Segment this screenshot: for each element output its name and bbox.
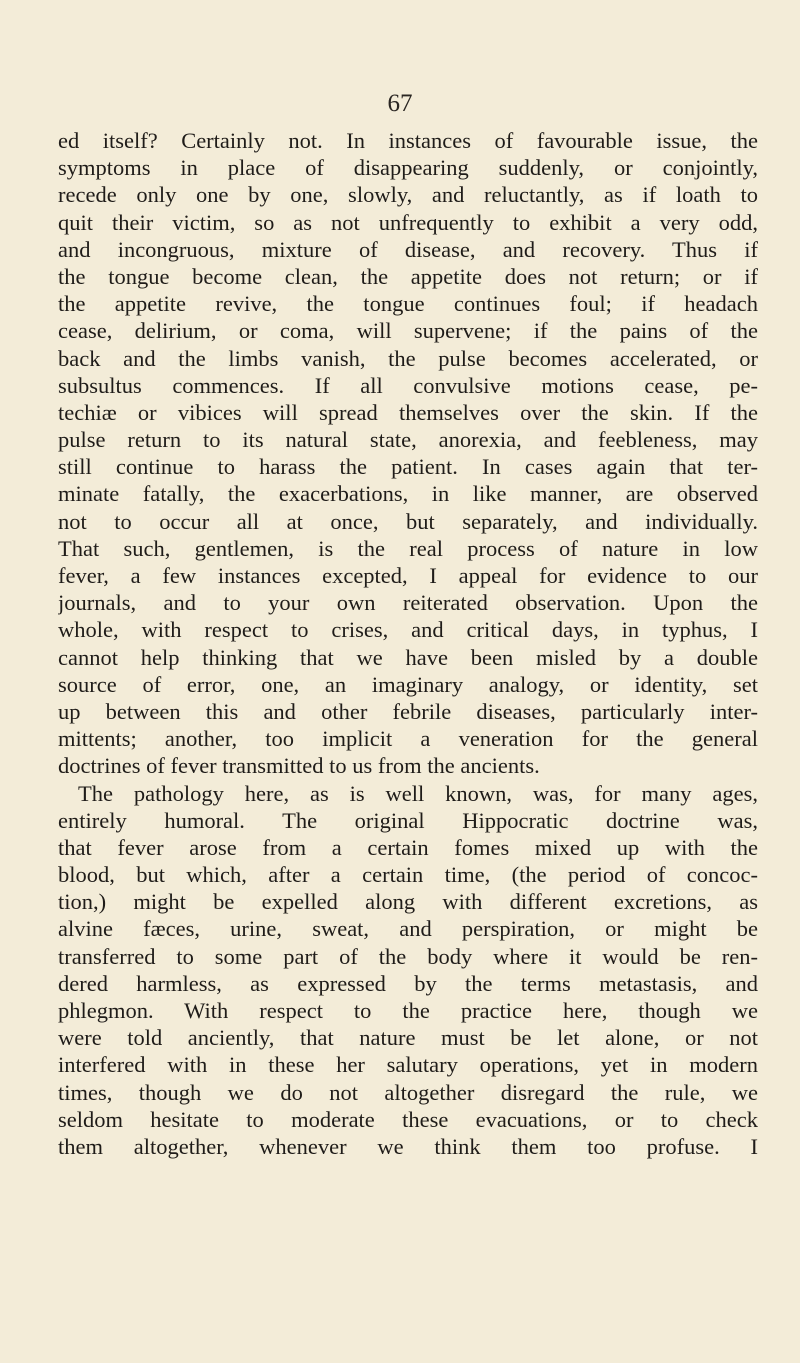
text-line: recede only one by one, slowly, and reluctantly, as if loath to: [58, 182, 758, 208]
text-line: tion,) might be expelled along with different excretions, as: [58, 889, 758, 915]
text-line: mittents; another, too implicit a veneration for the general: [58, 726, 758, 752]
text-line: quit their victim, so as not unfrequently to exhibit a very odd,: [58, 209, 758, 235]
text-line: phlegmon. With respect to the practice here, though we: [58, 998, 758, 1023]
text-line: ed itself? Certainly not. In instances of favourable issue, the: [58, 128, 758, 153]
text-line: still continue to harass the patient. In cases again that ter-: [58, 454, 758, 480]
text-line: back and the limbs vanish, the pulse becomes accelerated, or: [58, 345, 758, 371]
text-line: The pathology here, as is well known, was, for many ages,: [78, 780, 758, 806]
text-line: entirely humoral. The original Hippocratic doctrine was,: [58, 807, 758, 833]
text-line: were told anciently, that nature must be let alone, or not: [58, 1025, 758, 1051]
text-line: interfered with in these her salutary operations, yet in modern: [58, 1052, 758, 1078]
text-line: cannot help thinking that we have been misled by a double: [58, 644, 758, 670]
text-line: fever, a few instances excepted, I appeal for evidence to our: [58, 563, 758, 588]
text-line: pulse return to its natural state, anorexia, and feebleness, may: [58, 427, 758, 453]
text-line: times, though we do not altogether disregard the rule, we: [58, 1079, 758, 1105]
text-line: blood, but which, after a certain time, (the period of concoc-: [58, 862, 758, 888]
page-number: 67: [387, 90, 413, 117]
text-line: cease, delirium, or coma, will supervene; if the pains of the: [58, 318, 758, 344]
body-text: [58, 127, 758, 1160]
text-line: minate fatally, the exacerbations, in like manner, are observed: [58, 481, 758, 507]
text-line: source of error, one, an imaginary analogy, or identity, set: [58, 671, 758, 697]
text-line: that fever arose from a certain fomes mixed up with the: [58, 834, 758, 860]
text-line: subsultus commences. If all convulsive motions cease, pe-: [58, 372, 758, 398]
text-line: symptoms in place of disappearing suddenly, or conjointly,: [58, 155, 758, 181]
text-line: dered harmless, as expressed by the terms metastasis, and: [58, 970, 758, 996]
text-line: doctrines of fever transmitted to us from the ancients.: [58, 753, 540, 779]
text-line: That such, gentlemen, is the real process of nature in low: [58, 535, 758, 561]
text-line: transferred to some part of the body where it would be ren-: [58, 943, 758, 969]
text-line: journals, and to your own reiterated observation. Upon the: [58, 590, 758, 616]
text-line: and incongruous, mixture of disease, and recovery. Thus if: [58, 236, 758, 262]
text-line: them altogether, whenever we think them too profuse. I: [58, 1133, 758, 1159]
text-line: techiæ or vibices will spread themselves over the skin. If the: [58, 399, 758, 425]
text-line: seldom hesitate to moderate these evacuations, or to check: [58, 1106, 758, 1132]
text-line: alvine fæces, urine, sweat, and perspiration, or might be: [58, 916, 758, 942]
text-line: not to occur all at once, but separately, and individually.: [58, 508, 758, 534]
text-line: up between this and other febrile diseases, particularly inter-: [58, 698, 758, 724]
text-line: the tongue become clean, the appetite does not return; or if: [58, 263, 758, 289]
text-line: whole, with respect to crises, and critical days, in typhus, I: [58, 617, 758, 643]
text-line: the appetite revive, the tongue continues foul; if headach: [58, 291, 758, 317]
